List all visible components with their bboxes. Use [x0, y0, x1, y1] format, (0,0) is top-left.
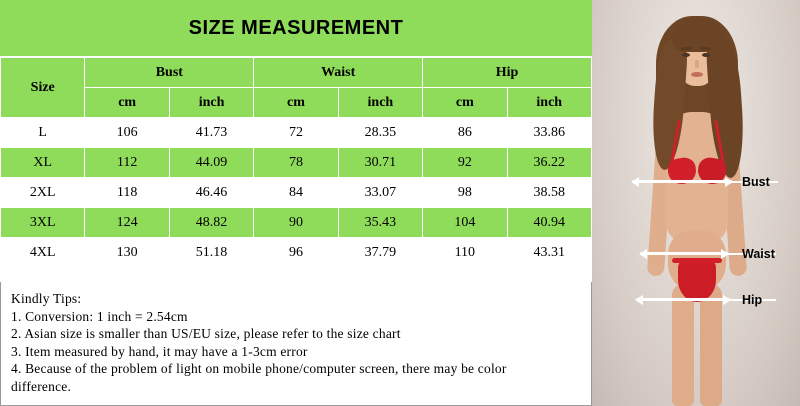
cell-size: XL	[1, 148, 85, 178]
column-header-waist: Waist	[254, 58, 423, 88]
unit-header-hip-inch: inch	[507, 88, 591, 118]
cell-bust-cm: 106	[85, 118, 169, 148]
cell-waist-inch: 35.43	[338, 208, 422, 238]
cell-hip-inch: 38.58	[507, 178, 591, 208]
unit-header-bust-cm: cm	[85, 88, 169, 118]
cell-waist-cm: 90	[254, 208, 338, 238]
kindly-tips-box	[0, 282, 592, 406]
waist-label: Waist	[742, 247, 775, 261]
cell-size: 4XL	[1, 238, 85, 268]
cell-hip-inch: 43.31	[507, 238, 591, 268]
page-title: SIZE MEASUREMENT	[188, 16, 404, 39]
cell-bust-inch: 48.82	[169, 208, 253, 238]
cell-waist-cm: 72	[254, 118, 338, 148]
chart-title-bar	[0, 0, 592, 57]
cell-size: L	[1, 118, 85, 148]
table-row	[1, 118, 592, 148]
bikini-bottom-band	[672, 258, 722, 263]
table-row	[1, 148, 592, 178]
hip-measure-arrow-icon	[636, 298, 730, 301]
cell-size: 3XL	[1, 208, 85, 238]
cell-hip-inch: 33.86	[507, 118, 591, 148]
table-row	[1, 178, 592, 208]
tips-line-5: difference.	[11, 378, 72, 394]
right-leg	[700, 284, 722, 406]
left-leg	[672, 284, 694, 406]
cell-hip-cm: 110	[423, 238, 507, 268]
cell-hip-cm: 98	[423, 178, 507, 208]
right-eye	[702, 53, 710, 57]
column-header-hip: Hip	[423, 58, 592, 88]
nose	[695, 60, 699, 68]
cell-waist-cm: 84	[254, 178, 338, 208]
cell-bust-inch: 44.09	[169, 148, 253, 178]
cell-hip-cm: 92	[423, 148, 507, 178]
cell-bust-cm: 130	[85, 238, 169, 268]
tips-line-3: 3. Item measured by hand, it may have a 1-3cm error	[11, 343, 308, 359]
size-measurement-table	[0, 57, 592, 268]
tips-heading: Kindly Tips:	[11, 291, 82, 306]
bust-measure-arrow-icon	[632, 180, 732, 183]
cell-hip-cm: 104	[423, 208, 507, 238]
column-header-bust: Bust	[85, 58, 254, 88]
tips-line-2: 2. Asian size is smaller than US/EU size, please refer to the size chart	[11, 326, 401, 341]
cell-waist-inch: 33.07	[338, 178, 422, 208]
cell-waist-inch: 28.35	[338, 118, 422, 148]
table-row	[1, 238, 592, 268]
cell-size: 2XL	[1, 178, 85, 208]
model-photo	[592, 0, 800, 406]
cell-waist-cm: 78	[254, 148, 338, 178]
mouth	[691, 72, 703, 77]
cell-bust-cm: 124	[85, 208, 169, 238]
unit-header-bust-inch: inch	[169, 88, 253, 118]
cell-waist-cm: 96	[254, 238, 338, 268]
hair-top	[672, 18, 722, 52]
cell-hip-inch: 40.94	[507, 208, 591, 238]
unit-header-waist-cm: cm	[254, 88, 338, 118]
cell-bust-inch: 51.18	[169, 238, 253, 268]
unit-header-hip-cm: cm	[423, 88, 507, 118]
cell-hip-cm: 86	[423, 118, 507, 148]
cell-waist-inch: 37.79	[338, 238, 422, 268]
cell-waist-inch: 30.71	[338, 148, 422, 178]
cell-bust-cm: 112	[85, 148, 169, 178]
waist-measure-arrow-icon	[640, 252, 728, 255]
unit-header-waist-inch: inch	[338, 88, 422, 118]
left-eye	[682, 53, 690, 57]
bust-label: Bust	[742, 175, 770, 189]
table-row	[1, 208, 592, 238]
cell-bust-inch: 46.46	[169, 178, 253, 208]
table-group-header-row	[1, 58, 592, 88]
table-unit-header-row	[1, 88, 592, 118]
bikini-bottom	[678, 258, 716, 302]
cell-bust-inch: 41.73	[169, 118, 253, 148]
model-figure	[592, 0, 800, 406]
cell-hip-inch: 36.22	[507, 148, 591, 178]
cell-bust-cm: 118	[85, 178, 169, 208]
tips-line-1: 1. Conversion: 1 inch = 2.54cm	[11, 308, 188, 324]
hip-label: Hip	[742, 293, 763, 307]
column-header-size: Size	[1, 58, 85, 118]
tips-line-4: 4. Because of the problem of light on mobile phone/computer screen, there may be color	[11, 361, 507, 376]
